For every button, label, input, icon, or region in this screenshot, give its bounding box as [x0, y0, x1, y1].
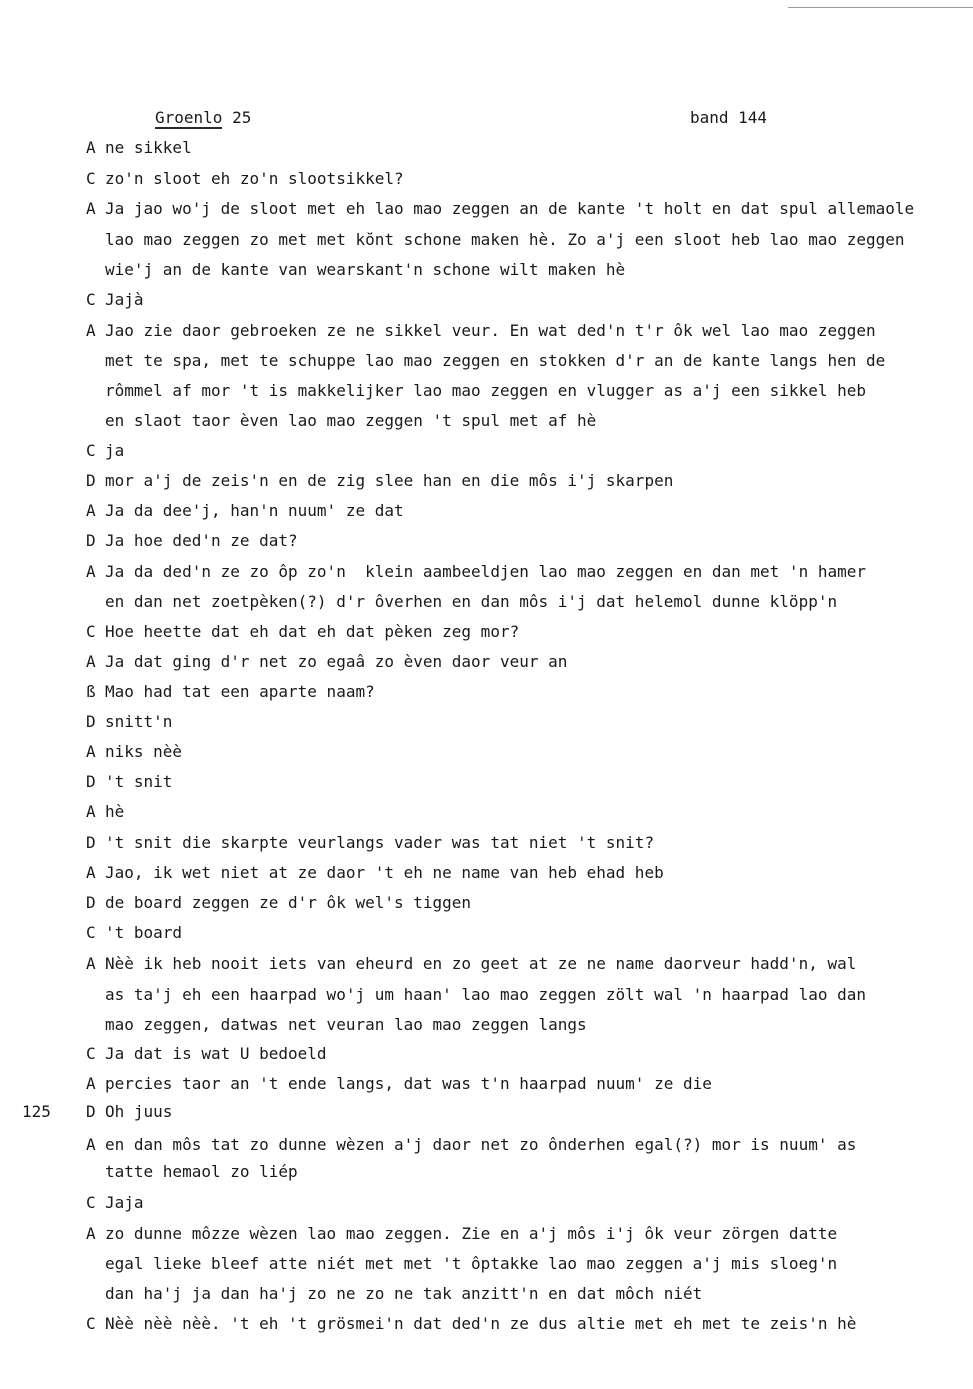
line-text: 't board — [105, 923, 183, 942]
speaker-label: A — [86, 562, 96, 581]
header-place — [155, 108, 251, 127]
line-text: mor a'j de zeis'n en de zig slee han en die môs i'j skarpen — [105, 471, 674, 490]
speaker-label: C — [86, 290, 96, 309]
line-text: snitt'n — [105, 712, 173, 731]
line-text: zo'n sloot eh zo'n slootsikkel? — [105, 169, 404, 188]
speaker-label: A — [86, 954, 96, 973]
speaker-label: D — [86, 1102, 96, 1121]
speaker-label: C — [86, 923, 96, 942]
line-text: Jao zie daor gebroeken ze ne sikkel veur. En wat ded'n t'r ôk wel lao mao zeggen — [105, 321, 876, 340]
line-text: tatte hemaol zo liép — [105, 1162, 298, 1181]
header-place-name: Groenlo — [155, 108, 223, 127]
line-text: ne sikkel — [105, 138, 192, 157]
speaker-label: A — [86, 501, 96, 520]
speaker-label: A — [86, 199, 96, 218]
speaker-label: C — [86, 622, 96, 641]
line-text: Jajà — [105, 290, 144, 309]
line-text: Ja jao wo'j de sloot met eh lao mao zeggen an de kante 't holt en dat spul allemaole — [105, 199, 915, 218]
line-text: Jaja — [105, 1193, 144, 1212]
line-text: percies taor an 't ende langs, dat was t'n haarpad nuum' ze die — [105, 1074, 712, 1093]
line-text: Ja da dee'j, han'n nuum' ze dat — [105, 501, 404, 520]
line-text: wie'j an de kante van wearskant'n schone wilt maken hè — [105, 260, 626, 279]
header-band: band 144 — [690, 108, 768, 127]
line-text: egal lieke bleef atte niét met met 't ôptakke lao mao zeggen a'j mis sloeg'n — [105, 1254, 838, 1273]
margin-line-number: 125 — [22, 1102, 51, 1121]
line-text: zo dunne môzze wèzen lao mao zeggen. Zie en a'j môs i'j ôk veur zörgen datte — [105, 1224, 838, 1243]
line-text: Ja da ded'n ze zo ôp zo'n klein aambeeldjen lao mao zeggen en dan met 'n hamer — [105, 562, 866, 581]
speaker-label: C — [86, 1314, 96, 1333]
speaker-label: A — [86, 652, 96, 671]
line-text: Jao, ik wet niet at ze daor 't eh ne name van heb ehad heb — [105, 863, 664, 882]
speaker-label: A — [86, 1135, 96, 1154]
line-text: en dan môs tat zo dunne wèzen a'j daor net zo ônderhen egal(?) mor is nuum' as — [105, 1135, 857, 1154]
speaker-label: A — [86, 138, 96, 157]
line-text: Nèè ik heb nooit iets van eheurd en zo geet at ze ne name daorveur hadd'n, wal — [105, 954, 857, 973]
speaker-label: ß — [86, 682, 96, 701]
line-text: rômmel af mor 't is makkelijker lao mao zeggen en vlugger as a'j een sikkel heb — [105, 381, 866, 400]
line-text: Ja dat is wat U bedoeld — [105, 1044, 327, 1063]
speaker-label: D — [86, 833, 96, 852]
speaker-label: A — [86, 1224, 96, 1243]
speaker-label: C — [86, 1044, 96, 1063]
speaker-label: A — [86, 1074, 96, 1093]
line-text: met te spa, met te schuppe lao mao zeggen en stokken d'r an de kante langs hen de — [105, 351, 886, 370]
line-text: hè — [105, 802, 125, 821]
line-text: as ta'j eh een haarpad wo'j um haan' lao mao zeggen zölt wal 'n haarpad lao dan — [105, 985, 866, 1004]
line-text: dan ha'j ja dan ha'j zo ne zo ne tak anzitt'n en dat môch niét — [105, 1284, 703, 1303]
line-text: Ja hoe ded'n ze dat? — [105, 531, 298, 550]
line-text: niks nèè — [105, 742, 183, 761]
line-text: 't snit die skarpte veurlangs vader was tat niet 't snit? — [105, 833, 655, 852]
line-text: Ja dat ging d'r net zo egaâ zo èven daor veur an — [105, 652, 568, 671]
line-text: de board zeggen ze d'r ôk wel's tiggen — [105, 893, 472, 912]
speaker-label: D — [86, 893, 96, 912]
line-text: Mao had tat een aparte naam? — [105, 682, 375, 701]
top-rule — [788, 7, 973, 8]
speaker-label: A — [86, 742, 96, 761]
speaker-label: C — [86, 169, 96, 188]
speaker-label: D — [86, 471, 96, 490]
line-text: ja — [105, 441, 125, 460]
line-text: en slaot taor èven lao mao zeggen 't spul met af hè — [105, 411, 597, 430]
line-text: mao zeggen, datwas net veuran lao mao zeggen langs — [105, 1015, 587, 1034]
speaker-label: C — [86, 441, 96, 460]
speaker-label: D — [86, 531, 96, 550]
speaker-label: A — [86, 863, 96, 882]
line-text: Oh juus — [105, 1102, 173, 1121]
speaker-label: D — [86, 712, 96, 731]
speaker-label: A — [86, 802, 96, 821]
header-place-number: 25 — [232, 108, 252, 127]
line-text: Hoe heette dat eh dat eh dat pèken zeg mor? — [105, 622, 520, 641]
speaker-label: D — [86, 772, 96, 791]
line-text: lao mao zeggen zo met met kŏnt schone maken hè. Zo a'j een sloot heb lao mao zeggen — [105, 230, 905, 249]
speaker-label: C — [86, 1193, 96, 1212]
line-text: en dan net zoetpèken(?) d'r ôverhen en dan môs i'j dat helemol dunne klöpp'n — [105, 592, 838, 611]
line-text: Nèè nèè nèè. 't eh 't grösmei'n dat ded'n ze dus altie met eh met te zeis'n hè — [105, 1314, 857, 1333]
speaker-label: A — [86, 321, 96, 340]
line-text: 't snit — [105, 772, 173, 791]
